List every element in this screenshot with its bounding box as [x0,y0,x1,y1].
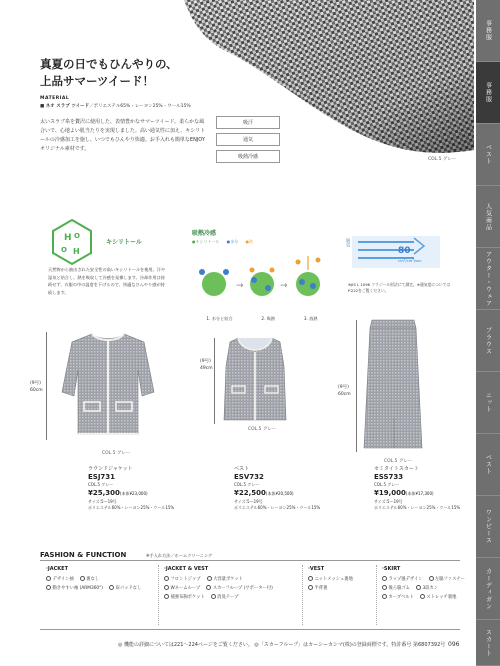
cool-unit: cm³/cm²/sec [398,258,422,263]
feature-icon [308,576,313,581]
ff-column-jacket-vest [164,566,294,603]
product-sizes: サイズ:5〜19号 [374,499,403,504]
feature-icon [46,585,51,590]
cool-axis-label: 通気 [345,238,350,247]
ff-item: 3段カン [422,586,439,591]
product-color: COL.5 グレー [234,481,260,487]
fashion-function-box [40,560,465,630]
size-tag [200,358,213,372]
heat-molecule-graphic [192,250,332,312]
size-tag [338,384,351,398]
function-list [216,116,280,167]
ff-heading: ·JACKET [46,566,68,572]
xylitol-title: キシリトール [106,239,142,246]
ff-item: 動きやすい袖 (ARM360°) [52,586,103,591]
feature-icon [164,585,169,590]
feature-icon [109,585,114,590]
length-line [46,332,47,440]
feature-icon [308,585,313,590]
length-line [356,320,357,452]
ff-item: 左脇ファスナー [435,577,465,582]
product-sizes: サイズ:5〜19号 [88,499,117,504]
heat-cooling-diagram [192,228,332,328]
ff-item: フロントジップ [170,577,201,582]
side-tab-item[interactable]: ベスト [476,124,500,186]
feature-icon [80,576,85,581]
svg-text:O: O [61,246,67,254]
ff-item: 裏なし [86,577,100,582]
size-label: (9号) [338,385,349,390]
ff-item: 消臭テープ [217,595,239,600]
headline-line: 上品サマーツイード！ [40,74,154,88]
xylitol-description: 天然物から抽出された安全性の高いキシリトールを使用。汗や湿気と結合し、熱を吸収して冷感を発揮します。冷却作用は持続せず、衣服の中の温度を下げるので、快適なひんやり感が持続します。 [48,267,166,295]
headline-line: 真夏の日でもひんやりの、 [40,57,178,71]
price-tax: (本体¥23,000) [119,491,148,496]
side-tab-item[interactable]: ブラウス [476,310,500,372]
feature-icon [382,576,387,581]
ff-item: カーブベルト [388,595,414,600]
ff-item: ラップ風デザイン [388,577,423,582]
product-fabric: ポリエステル60%・レーヨン25%・ウール15% [88,504,175,510]
function-badge: 吸汗 [216,116,280,129]
garment-color-label: COL.5 グレー [248,427,277,432]
air-permeability-graphic [344,228,448,276]
ff-divider [158,565,159,625]
footer-note: ◎ 機能の詳細については221〜224ページをご覧ください。 ◎「スカーフループ」はカーシーカシマ(株)の登録商標です。特許番号 第6807392号 [118,642,446,648]
side-index-tabs [476,0,500,666]
product-name: セミタイトスカート [374,466,419,472]
svg-text:→: → [236,281,244,291]
side-tab-item[interactable]: アウター・ウェア [476,248,500,310]
product-fabric: ポリエステル60%・レーヨン25%・ウール15% [374,504,461,510]
feature-icon [420,594,425,599]
ff-item: 後ろ脇ゴム [388,586,410,591]
size-label: (9号) [30,381,41,386]
product-price [88,488,178,499]
ff-item: 半背裏 [314,586,328,591]
function-badge: 通気 [216,133,280,146]
ff-item: 補強布胸ポケット [170,595,205,600]
ff-item: 肩パッドなし [115,586,142,591]
feature-icon [206,585,211,590]
heat-legend [192,239,259,245]
cool-note: ※JIS L 1096 フラジール形法にて測定。※通気度についてはP.222をご覧ください。 [348,282,451,293]
product-name: ベスト [234,466,250,472]
price-value: ¥25,300 [88,489,120,497]
side-tab-item[interactable]: カーディガン [476,558,500,620]
price-value: ¥22,500 [234,489,266,497]
size-label: (9号) [200,359,211,364]
vest-photo [220,336,290,424]
feature-icon [382,585,387,590]
cool-value: 80 [398,246,411,256]
ff-item: スカーフループ (サポーター付) [212,586,273,591]
product-color: COL.5 グレー [374,481,400,487]
garment-color-label: COL.5 グレー [102,451,131,456]
product-info-jacket [88,466,178,510]
side-tab-item[interactable]: ニット [476,372,500,434]
product-code: ESV732 [234,472,264,481]
product-sizes: サイズ:5〜19号 [234,499,263,504]
ff-item: 大容量ポケット [213,577,243,582]
heat-step: 1. 水分と結合 [206,316,233,321]
feature-icon [164,594,169,599]
price-value: ¥19,000 [374,489,406,497]
product-code: ESS733 [374,472,404,481]
length-label: 60cm [338,392,351,397]
fabric-color-label: COL.5 グレー [428,157,457,162]
feature-icon [382,594,387,599]
feature-icon [429,576,434,581]
heat-title: 吸熱冷感 [192,230,217,237]
svg-text:H: H [73,247,80,256]
ff-column-jacket [46,566,154,594]
material-heading: MATERIAL [40,96,70,101]
product-color: COL.5 グレー [88,481,114,487]
product-name: ラウンドジャケット [88,466,133,472]
legend-xylitol: ●キシリトール [192,239,220,244]
ff-item: ニットメッシュ裏地 [314,577,353,582]
price-tax: (本体¥17,300) [405,491,434,496]
function-badge: 吸熱冷感 [216,150,280,163]
ff-heading: ·JACKET & VEST [164,566,209,572]
jacket-photo [58,330,158,438]
product-fabric: ポリエステル60%・レーヨン25%・ウール15% [234,504,321,510]
material-composition: ／ポリエステル65%・レーヨン25%・ウール15% [89,104,191,109]
length-line [214,338,215,424]
xylitol-hex-icon [48,218,96,266]
headline [40,56,178,90]
ff-column-vest [308,566,372,594]
product-price [234,488,324,499]
side-tab-item[interactable]: 事務服 [476,0,500,62]
length-label: 60cm [30,388,43,393]
material-line: ■ ネオ スラブ ツイード／ポリエステル65%・レーヨン25%・ウール15% [40,104,191,109]
product-info-vest [234,466,324,510]
legend-water: ●水分 [226,239,239,244]
ff-item: Wネームループ [170,586,201,591]
length-label: 49cm [200,366,213,371]
ff-column-skirt [382,566,465,603]
side-tab-item[interactable]: ベスト [476,434,500,496]
ff-item: デザイン袖 [52,577,74,582]
heat-step: 3. 放熱 [303,316,318,321]
feature-icon [164,576,169,581]
ff-divider [302,565,303,625]
feature-icon [46,576,51,581]
heat-step: 2. 吸熱 [261,316,276,321]
price-tax: (本体¥20,500) [265,491,294,496]
legend-heat: ●熱 [245,239,253,244]
material-name: ネオ スラブ ツイード [45,104,90,109]
product-code: ESJ731 [88,472,116,481]
fashion-function-title: FASHION & FUNCTION [40,551,127,559]
svg-text:O: O [74,232,80,240]
ff-divider [376,565,377,625]
side-tab-item[interactable]: スカート [476,620,500,666]
feature-icon [207,576,212,581]
ff-item: ストレッチ裏地 [426,595,457,600]
heat-steps [192,316,332,322]
fashion-function-note: ※手入れ方法／ホームクリーニング [146,553,213,558]
svg-text:H: H [64,233,72,243]
size-tag [30,380,43,394]
feature-icon [211,594,216,599]
page-number: 096 [448,641,460,648]
svg-text:→: → [280,281,288,291]
feature-icon [416,585,421,590]
side-tab-item[interactable]: 人気商品 [476,186,500,248]
side-tab-item-active[interactable]: 事務服 [476,62,500,124]
ff-heading: ·SKIRT [382,566,401,572]
material-description: 太いスラブ糸を贅沢に使用した、表情豊かなサマーツイード。柔らかな風合いで、心地よい肌当たりを実現しました。高い通気性に加え、キシリトールの冷感加工を施し、いつでもひんやり快適。お手入れも簡単なENJOYオリジナル素材です。 [40,119,206,152]
product-price [374,488,464,499]
ff-heading: ·VEST [308,566,325,572]
skirt-photo [362,318,424,452]
garment-color-label: COL.5 グレー [384,459,413,464]
side-tab-item[interactable]: ワンピース [476,496,500,558]
product-info-skirt [374,466,464,510]
